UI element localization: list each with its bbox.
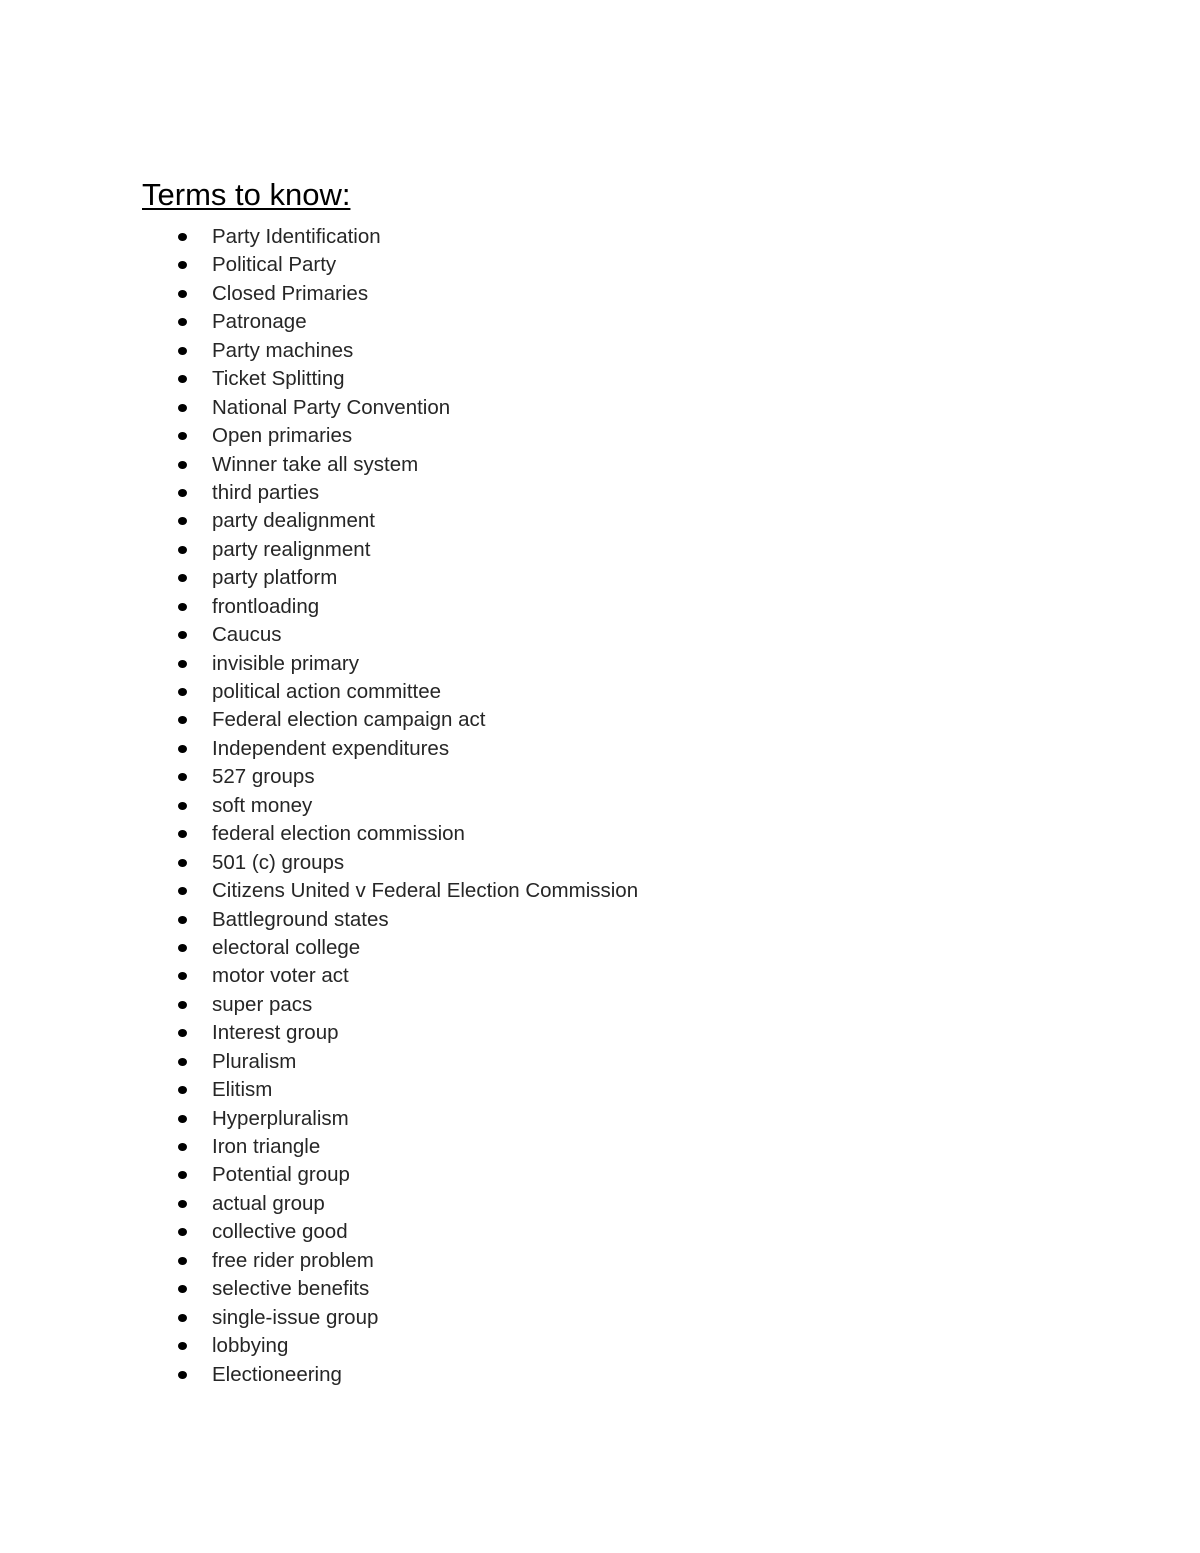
term-label: lobbying <box>212 1334 289 1358</box>
list-item <box>0 991 638 1019</box>
list-item <box>0 451 638 479</box>
list-item <box>0 1048 638 1076</box>
bullet-icon <box>178 1228 187 1236</box>
bullet-icon <box>178 574 187 582</box>
bullet-icon <box>178 830 187 838</box>
bullet-icon <box>178 1257 187 1265</box>
term-label: third parties <box>212 480 320 504</box>
list-item <box>0 1332 638 1360</box>
term-label: Caucus <box>212 623 282 647</box>
bullet-icon <box>178 1314 187 1322</box>
list-item <box>0 394 638 422</box>
bullet-icon <box>178 489 187 497</box>
bullet-icon <box>178 318 187 326</box>
term-label: Party machines <box>212 338 354 362</box>
term-label: party dealignment <box>212 509 375 533</box>
list-item <box>0 1361 638 1389</box>
term-label: Patronage <box>212 310 307 334</box>
list-item <box>0 536 638 564</box>
term-label: National Party Convention <box>212 395 451 419</box>
term-label: Federal election campaign act <box>212 708 486 732</box>
bullet-icon <box>178 660 187 668</box>
term-label: Potential group <box>212 1163 350 1187</box>
bullet-icon <box>178 773 187 781</box>
bullet-icon <box>178 517 187 525</box>
term-label: Open primaries <box>212 424 353 448</box>
list-item <box>0 621 638 649</box>
page-title: Terms to know: <box>142 177 351 212</box>
bullet-icon <box>178 916 187 924</box>
term-label: Hyperpluralism <box>212 1106 349 1130</box>
term-label: motor voter act <box>212 964 349 988</box>
list-item <box>0 365 638 393</box>
bullet-icon <box>178 1171 187 1179</box>
list-item <box>0 308 638 336</box>
term-label: Pluralism <box>212 1049 297 1073</box>
bullet-icon <box>178 546 187 554</box>
term-label: invisible primary <box>212 651 359 675</box>
list-item <box>0 1304 638 1332</box>
list-item <box>0 593 638 621</box>
bullet-icon <box>178 1001 187 1009</box>
list-item <box>0 1105 638 1133</box>
term-label: Iron triangle <box>212 1135 321 1158</box>
term-label: free rider problem <box>212 1248 374 1272</box>
bullet-icon <box>178 1342 187 1350</box>
term-label: Electioneering <box>212 1362 342 1386</box>
bullet-icon <box>178 375 187 383</box>
bullet-icon <box>178 261 187 269</box>
bullet-icon <box>178 688 187 696</box>
list-item <box>0 564 638 592</box>
list-item <box>0 735 638 763</box>
bullet-icon <box>178 745 187 753</box>
bullet-icon <box>178 1371 187 1379</box>
list-item <box>0 650 638 678</box>
term-label: single-issue group <box>212 1305 379 1329</box>
bullet-icon <box>178 1058 187 1066</box>
list-item <box>0 280 638 308</box>
term-label: Independent expenditures <box>212 736 450 760</box>
list-item <box>0 223 638 251</box>
list-item <box>0 1218 638 1246</box>
list-item <box>0 962 638 990</box>
bullet-icon <box>178 1115 187 1123</box>
bullet-icon <box>178 1029 187 1037</box>
list-item <box>0 792 638 820</box>
list-item <box>0 422 638 450</box>
list-item <box>0 507 638 535</box>
term-label: collective good <box>212 1220 348 1244</box>
term-label: Ticket Splitting <box>212 367 345 391</box>
term-label: Winner take all system <box>212 452 419 476</box>
list-item <box>0 1275 638 1303</box>
list-item <box>0 1190 638 1218</box>
term-label: soft money <box>212 793 313 817</box>
term-label: actual group <box>212 1191 325 1215</box>
term-label: Interest group <box>212 1021 339 1045</box>
list-item <box>0 1076 638 1104</box>
bullet-icon <box>178 461 187 469</box>
bullet-icon <box>178 887 187 895</box>
list-item <box>0 820 638 848</box>
list-item <box>0 706 638 734</box>
term-label: Closed Primaries <box>212 281 369 305</box>
terms-list <box>0 223 638 1389</box>
bullet-icon <box>178 859 187 867</box>
term-label: federal election commission <box>212 822 465 846</box>
term-label: 501 (c) groups <box>212 850 345 874</box>
bullet-icon <box>178 1200 187 1208</box>
term-label: Citizens United v Federal Election Commission <box>212 879 639 903</box>
bullet-icon <box>178 404 187 412</box>
list-item <box>0 479 638 507</box>
bullet-icon <box>178 1086 187 1094</box>
list-item <box>0 877 638 905</box>
bullet-icon <box>178 716 187 724</box>
bullet-icon <box>178 1285 187 1293</box>
bullet-icon <box>178 1143 187 1151</box>
bullet-icon <box>178 432 187 440</box>
term-label: selective benefits <box>212 1277 370 1301</box>
term-label: Elitism <box>212 1078 273 1102</box>
bullet-icon <box>178 233 187 241</box>
list-item <box>0 678 638 706</box>
list-item <box>0 934 638 962</box>
term-label: Party Identification <box>212 225 381 248</box>
bullet-icon <box>178 631 187 639</box>
term-label: 527 groups <box>212 765 315 789</box>
list-item <box>0 763 638 791</box>
term-label: Battleground states <box>212 907 389 931</box>
term-label: political action committee <box>212 680 442 703</box>
term-label: Political Party <box>212 253 337 277</box>
term-label: electoral college <box>212 935 361 959</box>
bullet-icon <box>178 802 187 810</box>
term-label: party platform <box>212 566 338 590</box>
term-label: frontloading <box>212 594 320 618</box>
list-item <box>0 1019 638 1047</box>
bullet-icon <box>178 972 187 980</box>
term-label: super pacs <box>212 992 313 1016</box>
bullet-icon <box>178 944 187 952</box>
bullet-icon <box>178 290 187 298</box>
bullet-icon <box>178 347 187 355</box>
list-item <box>0 1133 638 1161</box>
list-item <box>0 906 638 934</box>
list-item <box>0 1247 638 1275</box>
list-item <box>0 849 638 877</box>
bullet-icon <box>178 603 187 611</box>
list-item <box>0 337 638 365</box>
list-item <box>0 251 638 279</box>
list-item <box>0 1161 638 1189</box>
term-label: party realignment <box>212 537 371 561</box>
